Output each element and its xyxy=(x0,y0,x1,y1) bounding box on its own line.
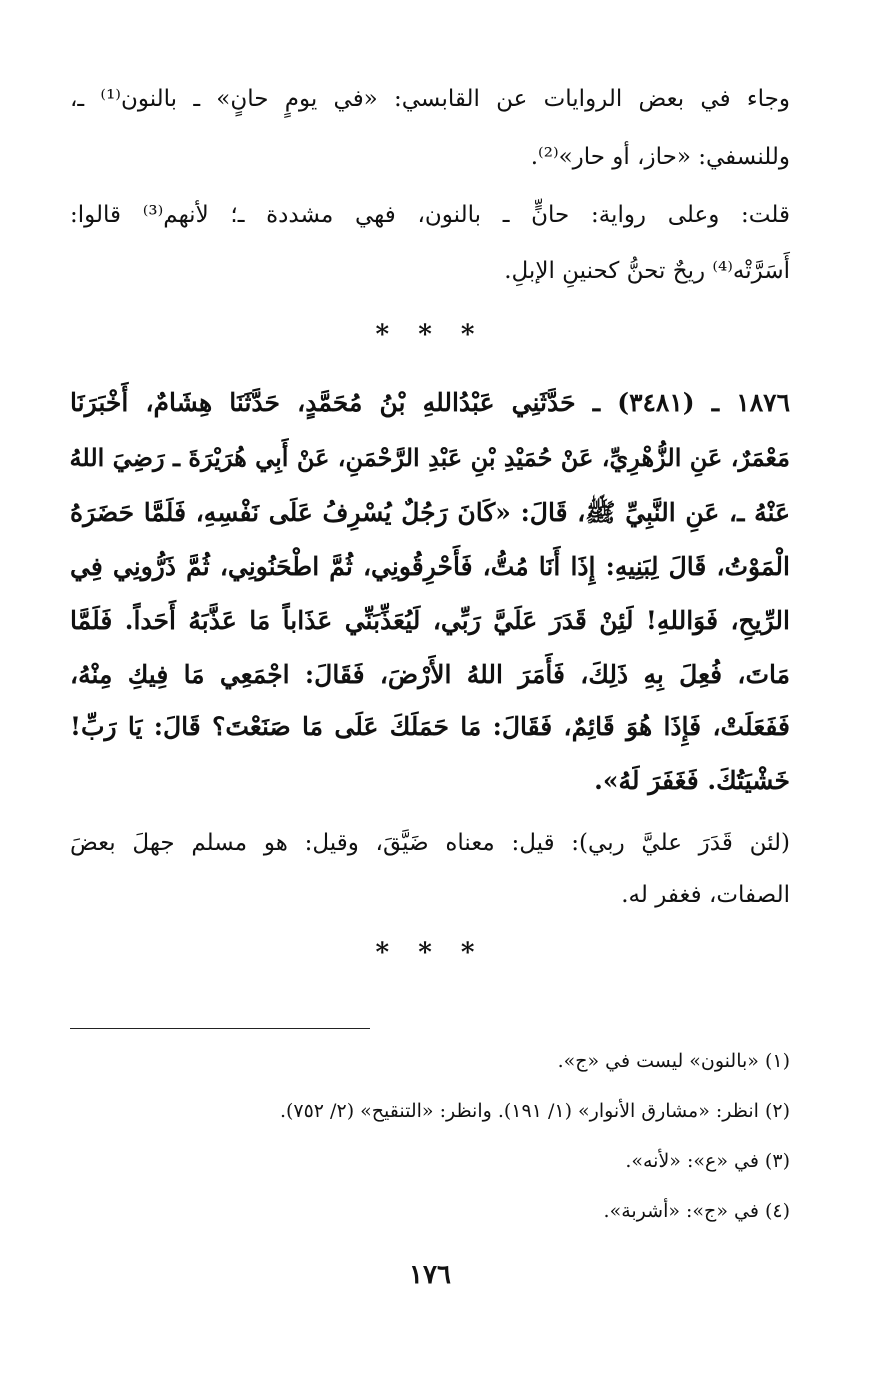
intro-line-2: وللنسفي: «حاز، أو حار»⁽²⁾. xyxy=(530,144,790,170)
section-separator-1: * * * xyxy=(375,320,485,350)
hadith-line-7: فَفَعَلَتْ، فَإِذَا هُوَ قَائِمٌ، فَقَالَ: مَا حَمَلَكَ عَلَى مَا صَنَعْتَ؟ قَالَ: يَا رَبِّ! xyxy=(70,712,790,741)
intro-line-3: قلت: وعلى رواية: حانٍّ ـ بالنون، فهي مشددة ـ؛ لأنهم⁽³⁾ قالوا: xyxy=(70,202,790,228)
book-page xyxy=(70,0,790,1377)
hadith-line-6: مَاتَ، فُعِلَ بِهِ ذَلِكَ، فَأَمَرَ اللهُ الأَرْضَ، فَقَالَ: اجْمَعِي مَا فِيكِ مِنْهُ، xyxy=(70,660,790,689)
hadith-line-4: الْمَوْتُ، قَالَ لِبَنِيهِ: إِذَا أَنَا مُتُّ، فَأَحْرِقُونِي، ثُمَّ اطْحَنُونِي، ثُمَّ ذَرُّونِي فِي xyxy=(70,552,790,581)
footnote-2: (٢) انظر: «مشارق الأنوار» (١/ ١٩١). وانظر: «التنقيح» (٢/ ٧٥٢). xyxy=(279,1100,790,1122)
hadith-line-8: خَشْيَتُكَ. فَغَفَرَ لَهُ». xyxy=(594,766,790,795)
intro-line-4: أَسَرَّتْه⁽⁴⁾ ريحٌ تحنُّ كحنينِ الإبلِ. xyxy=(504,258,790,284)
commentary-line-2: الصفات، فغفر له. xyxy=(621,882,790,908)
footnote-1: (١) «بالنون» ليست في «ج». xyxy=(557,1050,790,1072)
hadith-line-1: ١٨٧٦ ـ (٣٤٨١) ـ حَدَّثَنِي عَبْدُاللهِ بْنُ مُحَمَّدٍ، حَدَّثَنَا هِشَامٌ، أَخْبَرَنَا xyxy=(70,388,790,417)
hadith-line-5: الرِّيحِ، فَوَاللهِ! لَئِنْ قَدَرَ عَلَيَّ رَبِّي، لَيُعَذِّبَنِّي عَذَاباً مَا عَذَّبَهُ أَحَداً. فَلَمَّا xyxy=(70,606,790,635)
footnote-4: (٤) في «ج»: «أشربة». xyxy=(603,1200,790,1222)
hadith-line-3: عَنْهُ ـ، عَنِ النَّبِيِّ ﷺ، قَالَ: «كَانَ رَجُلٌ يُسْرِفُ عَلَى نَفْسِهِ، فَلَمَّا حَضَرَهُ xyxy=(70,498,790,527)
intro-line-1: وجاء في بعض الروايات عن القابسي: «في يومٍ حانٍ» ـ بالنون⁽¹⁾ ـ، xyxy=(70,86,790,112)
hadith-line-2: مَعْمَرٌ، عَنِ الزُّهْرِيِّ، عَنْ حُمَيْدِ بْنِ عَبْدِ الرَّحْمَنِ، عَنْ أَبِي هُرَيْرَةَ ـ رَضِيَ اللهُ xyxy=(69,443,790,472)
footnote-divider xyxy=(70,1028,370,1029)
page-number: ١٧٦ xyxy=(409,1260,451,1290)
commentary-line-1: (لئن قَدَرَ عليَّ ربي): قيل: معناه ضَيَّقَ، وقيل: هو مسلم جهلَ بعضَ xyxy=(70,830,790,856)
footnote-3: (٣) في «ع»: «لأنه». xyxy=(625,1150,790,1172)
section-separator-2: * * * xyxy=(375,938,485,968)
